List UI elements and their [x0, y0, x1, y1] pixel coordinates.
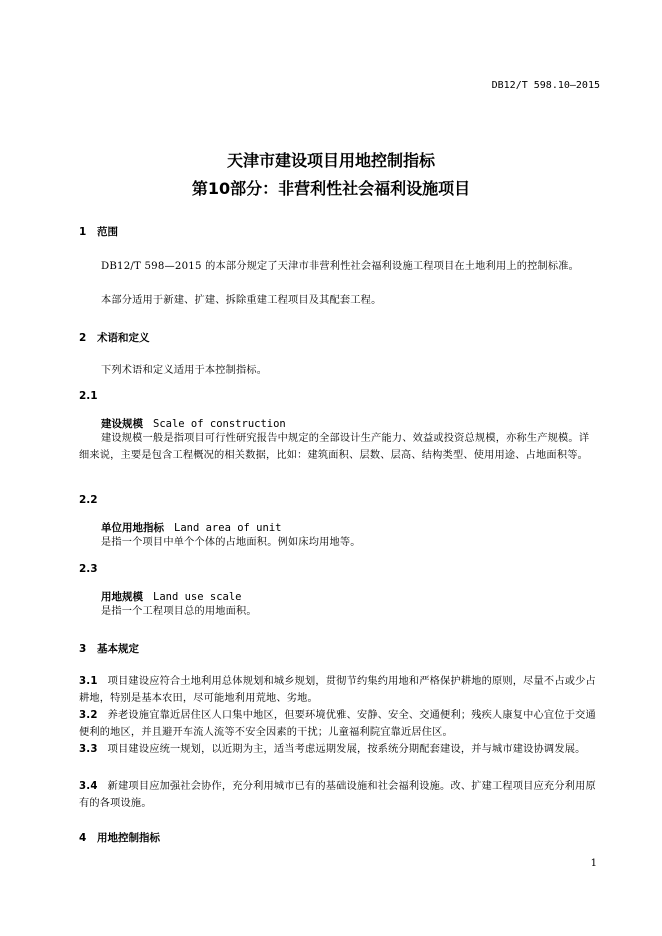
term-definition: 是指一个项目中单个个体的占地面积。例如床均用地等。 — [101, 537, 361, 548]
document-subtitle: 第10部分：非营利性社会福利设施项目 — [191, 179, 471, 198]
section-title: 用地控制指标 — [97, 832, 160, 844]
clause-text: 项目建设应统一规划，以近期为主，适当考虑远期发展，按系统分期配套建设，并与城市建设协调发展。 — [107, 744, 586, 755]
section-title: 术语和定义 — [97, 332, 150, 344]
clause-number: 3.4 — [79, 781, 98, 792]
section-title: 范围 — [97, 226, 118, 238]
clause-text: 新建项目应加强社会协作，充分利用城市已有的基础设施和社会福利设施。改、扩建工程项目应充分利用原有的各项设施。 — [79, 781, 596, 809]
section-heading-land-control — [79, 830, 160, 845]
clause — [79, 707, 599, 741]
term-heading — [101, 520, 281, 535]
section-title: 基本规定 — [97, 643, 139, 655]
clause-text: 项目建设应符合土地利用总体规划和城乡规划，贯彻节约集约用地和严格保护耕地的原则，尽量不占或少占耕地，特别是基本农田，尽可能地利用荒地、劣地。 — [79, 676, 596, 704]
clause — [79, 673, 599, 707]
section-number: 4 — [79, 832, 87, 844]
section-number: 2 — [79, 332, 87, 344]
section-heading-scope — [79, 224, 118, 239]
term-chinese: 建设规模 — [101, 418, 143, 430]
document-code: DB12/T 598.10—2015 — [491, 80, 600, 91]
document-title: 天津市建设项目用地控制指标 — [226, 151, 435, 170]
section-number: 3 — [79, 643, 87, 655]
clause-number: 3.3 — [79, 744, 98, 755]
section-heading-terms — [79, 330, 150, 345]
term-number: 2.2 — [79, 494, 98, 506]
term-chinese: 用地规模 — [101, 591, 143, 603]
clause — [79, 741, 599, 758]
term-heading — [101, 589, 242, 604]
section-heading-basic-rules — [79, 641, 139, 656]
clause-number: 3.1 — [79, 676, 98, 687]
term-number: 2.3 — [79, 563, 98, 575]
term-chinese: 单位用地指标 — [101, 522, 164, 534]
term-definition: 是指一个工程项目总的用地面积。 — [101, 606, 257, 617]
term-heading — [101, 416, 286, 431]
section-number: 1 — [79, 226, 87, 238]
clause — [79, 778, 599, 812]
term-definition: 建设规模一般是指项目可行性研究报告中规定的全部设计生产能力、效益或投资总规模，亦称生产规模。详细来说，主要是包含工程概况的相关数据，比如：建筑面积、层数、层高、结构类型、使用用途、占地面积等。 — [79, 433, 590, 461]
term-number: 2.1 — [79, 390, 98, 402]
clause-number: 3.2 — [79, 710, 98, 721]
paragraph: 本部分适用于新建、扩建、拆除重建工程项目及其配套工程。 — [101, 295, 382, 306]
paragraph: 下列术语和定义适用于本控制指标。 — [101, 365, 268, 376]
paragraph: DB12/T 598—2015 的本部分规定了天津市非营利性社会福利设施工程项目在土地利用上的控制标准。 — [101, 261, 580, 272]
term-english: Land use scale — [153, 591, 242, 603]
page-number: 1 — [590, 858, 597, 869]
term-english: Land area of unit — [174, 522, 282, 534]
term-english: Scale of construction — [153, 418, 286, 430]
clause-text: 养老设施宜靠近居住区人口集中地区，但要环境优雅、安静、安全、交通便利；残疾人康复中心宜位于交通便利的地区，并且避开车流人流等不安全因素的干扰；儿童福利院宜靠近居住区。 — [79, 710, 596, 738]
